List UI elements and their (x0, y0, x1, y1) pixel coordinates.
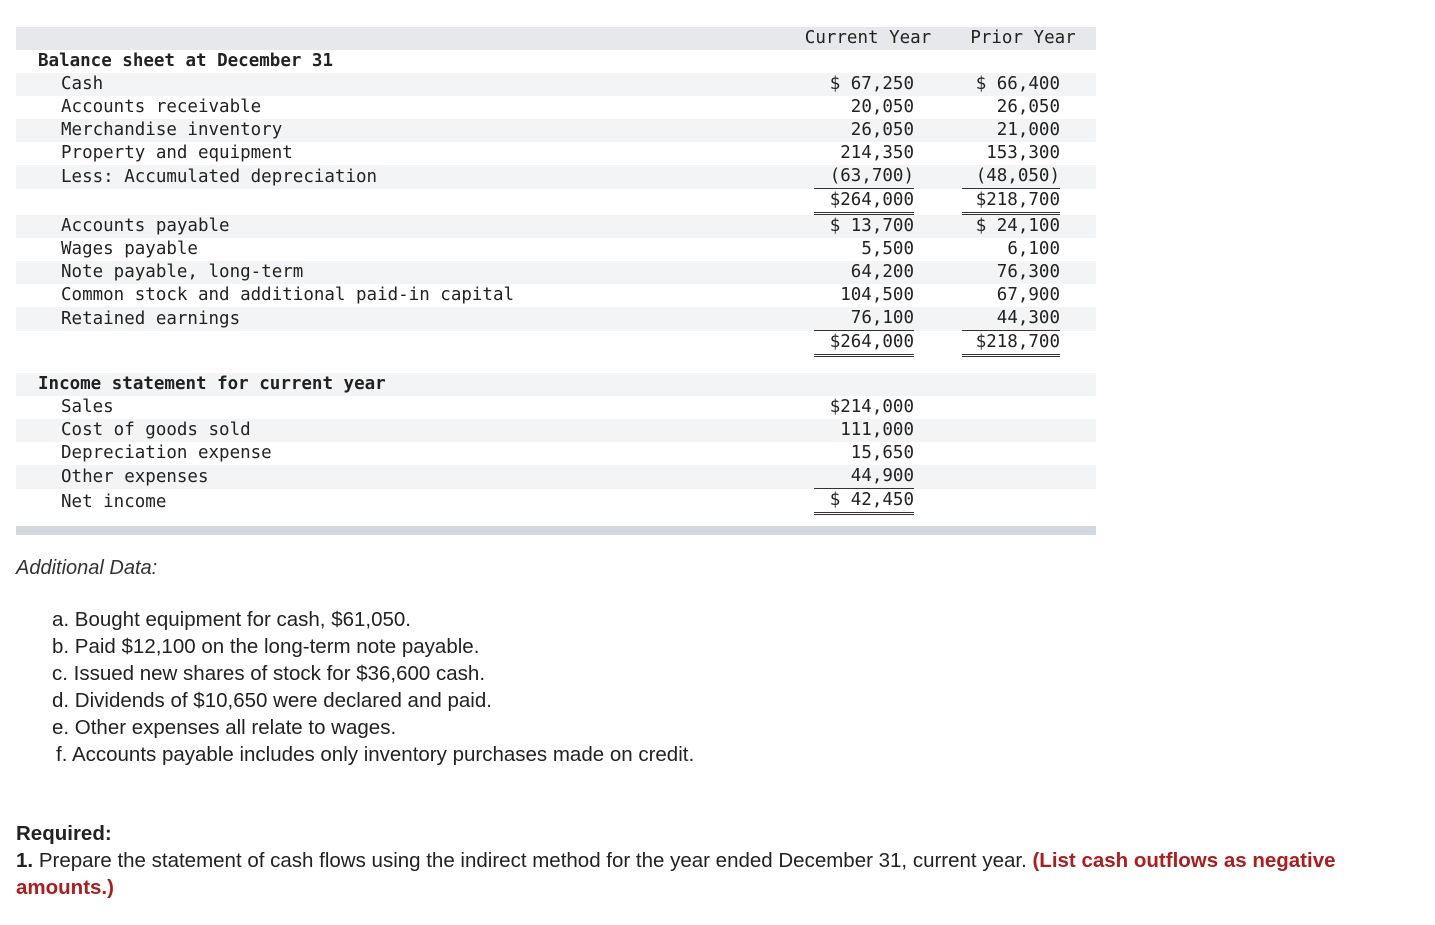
prior-value: (48,050) (962, 165, 1060, 189)
row-label: Sales (61, 397, 114, 417)
row-label: Accounts payable (16, 215, 786, 238)
row-label: Less: Accumulated depreciation (16, 165, 786, 189)
prior-value: 67,900 (996, 285, 1060, 305)
prior-value: $ 66,400 (975, 74, 1060, 94)
row-label: Wages payable (61, 239, 198, 259)
table-row (16, 119, 1096, 142)
row-label: Retained earnings (16, 307, 786, 331)
table-row (16, 396, 1096, 419)
current-value: $214,000 (829, 397, 914, 417)
table-row (16, 284, 1096, 307)
row-label: Cash (16, 73, 786, 96)
current-value: 76,100 (814, 307, 914, 331)
row-label: Note payable, long-term (16, 261, 786, 284)
prior-value: 26,050 (996, 97, 1060, 117)
table-row (16, 238, 1096, 261)
current-value: $ 13,700 (829, 216, 914, 236)
header-prior-year: Prior Year (950, 27, 1096, 50)
row-label: Property and equipment (61, 143, 293, 163)
prior-value: 153,300 (986, 143, 1060, 163)
net-income-row (16, 489, 1096, 515)
required-section (16, 820, 1426, 901)
income-statement-title-row (16, 373, 1096, 396)
balance-sheet-title-row (16, 50, 1096, 73)
table-row (16, 307, 1096, 331)
row-label: Cost of goods sold (16, 419, 786, 442)
required-number: 1. (16, 849, 34, 872)
row-label: Depreciation expense (61, 443, 272, 463)
table-row (16, 142, 1096, 165)
current-value: 111,000 (840, 420, 914, 440)
table-row (16, 96, 1096, 119)
list-item: d. Dividends of $10,650 were declared and paid. (52, 689, 492, 712)
row-label: Accounts receivable (61, 97, 262, 117)
table-row (16, 465, 1096, 489)
required-note: (List cash outflows as negative amounts.) (16, 849, 1336, 899)
current-value: $ 67,250 (829, 74, 914, 94)
total-liabilities-equity-row (16, 331, 1096, 357)
list-item: f. Accounts payable includes only inventory purchases made on credit. (56, 743, 695, 766)
row-label: Merchandise inventory (16, 119, 786, 142)
current-value: (63,700) (814, 165, 914, 189)
current-value: 26,050 (850, 120, 914, 140)
required-instruction (16, 847, 1426, 901)
current-value: 104,500 (840, 285, 914, 305)
financial-statements-table (16, 27, 1096, 535)
table-row (16, 215, 1096, 238)
net-income-label: Net income (61, 491, 167, 512)
prior-value: 21,000 (996, 120, 1060, 140)
total-assets-current: $264,000 (814, 189, 914, 215)
required-text: Prepare the statement of cash flows using the indirect method for the year ended December 31, current year. (38, 849, 1027, 872)
total-liabilities-equity-prior: $218,700 (962, 331, 1060, 357)
row-label: Other expenses (16, 465, 786, 489)
required-title: Required: (16, 822, 112, 845)
table-row (16, 73, 1096, 96)
current-value: 44,900 (814, 465, 914, 489)
current-value: 214,350 (840, 143, 914, 163)
table-bottom-bar (16, 526, 1096, 535)
prior-value: $ 24,100 (975, 216, 1060, 236)
current-value: 5,500 (861, 239, 914, 259)
additional-data-title: Additional Data: (16, 557, 158, 579)
header-current-year: Current Year (786, 27, 950, 50)
current-value: 20,050 (850, 97, 914, 117)
table-row (16, 165, 1096, 189)
current-value: 64,200 (850, 262, 914, 282)
income-statement-title: Income statement for current year (16, 373, 786, 396)
balance-sheet-title: Balance sheet at December 31 (38, 51, 334, 71)
list-item: b. Paid $12,100 on the long-term note payable. (52, 635, 480, 658)
list-item: c. Issued new shares of stock for $36,600 cash. (52, 662, 486, 685)
total-assets-prior: $218,700 (962, 189, 1060, 215)
current-value: 15,650 (850, 443, 914, 463)
table-row (16, 419, 1096, 442)
additional-data-list (52, 606, 694, 768)
net-income-value: $ 42,450 (814, 489, 914, 515)
prior-value: 6,100 (1007, 239, 1060, 259)
prior-value: 76,300 (996, 262, 1060, 282)
row-label: Common stock and additional paid-in capital (61, 285, 515, 305)
list-item: e. Other expenses all relate to wages. (52, 716, 397, 739)
list-item: a. Bought equipment for cash, $61,050. (52, 608, 412, 631)
table-row (16, 261, 1096, 284)
table-row (16, 442, 1096, 465)
table-header-row (16, 27, 1096, 50)
total-liabilities-equity-current: $264,000 (814, 331, 914, 357)
total-assets-row (16, 189, 1096, 215)
prior-value: 44,300 (962, 307, 1060, 331)
